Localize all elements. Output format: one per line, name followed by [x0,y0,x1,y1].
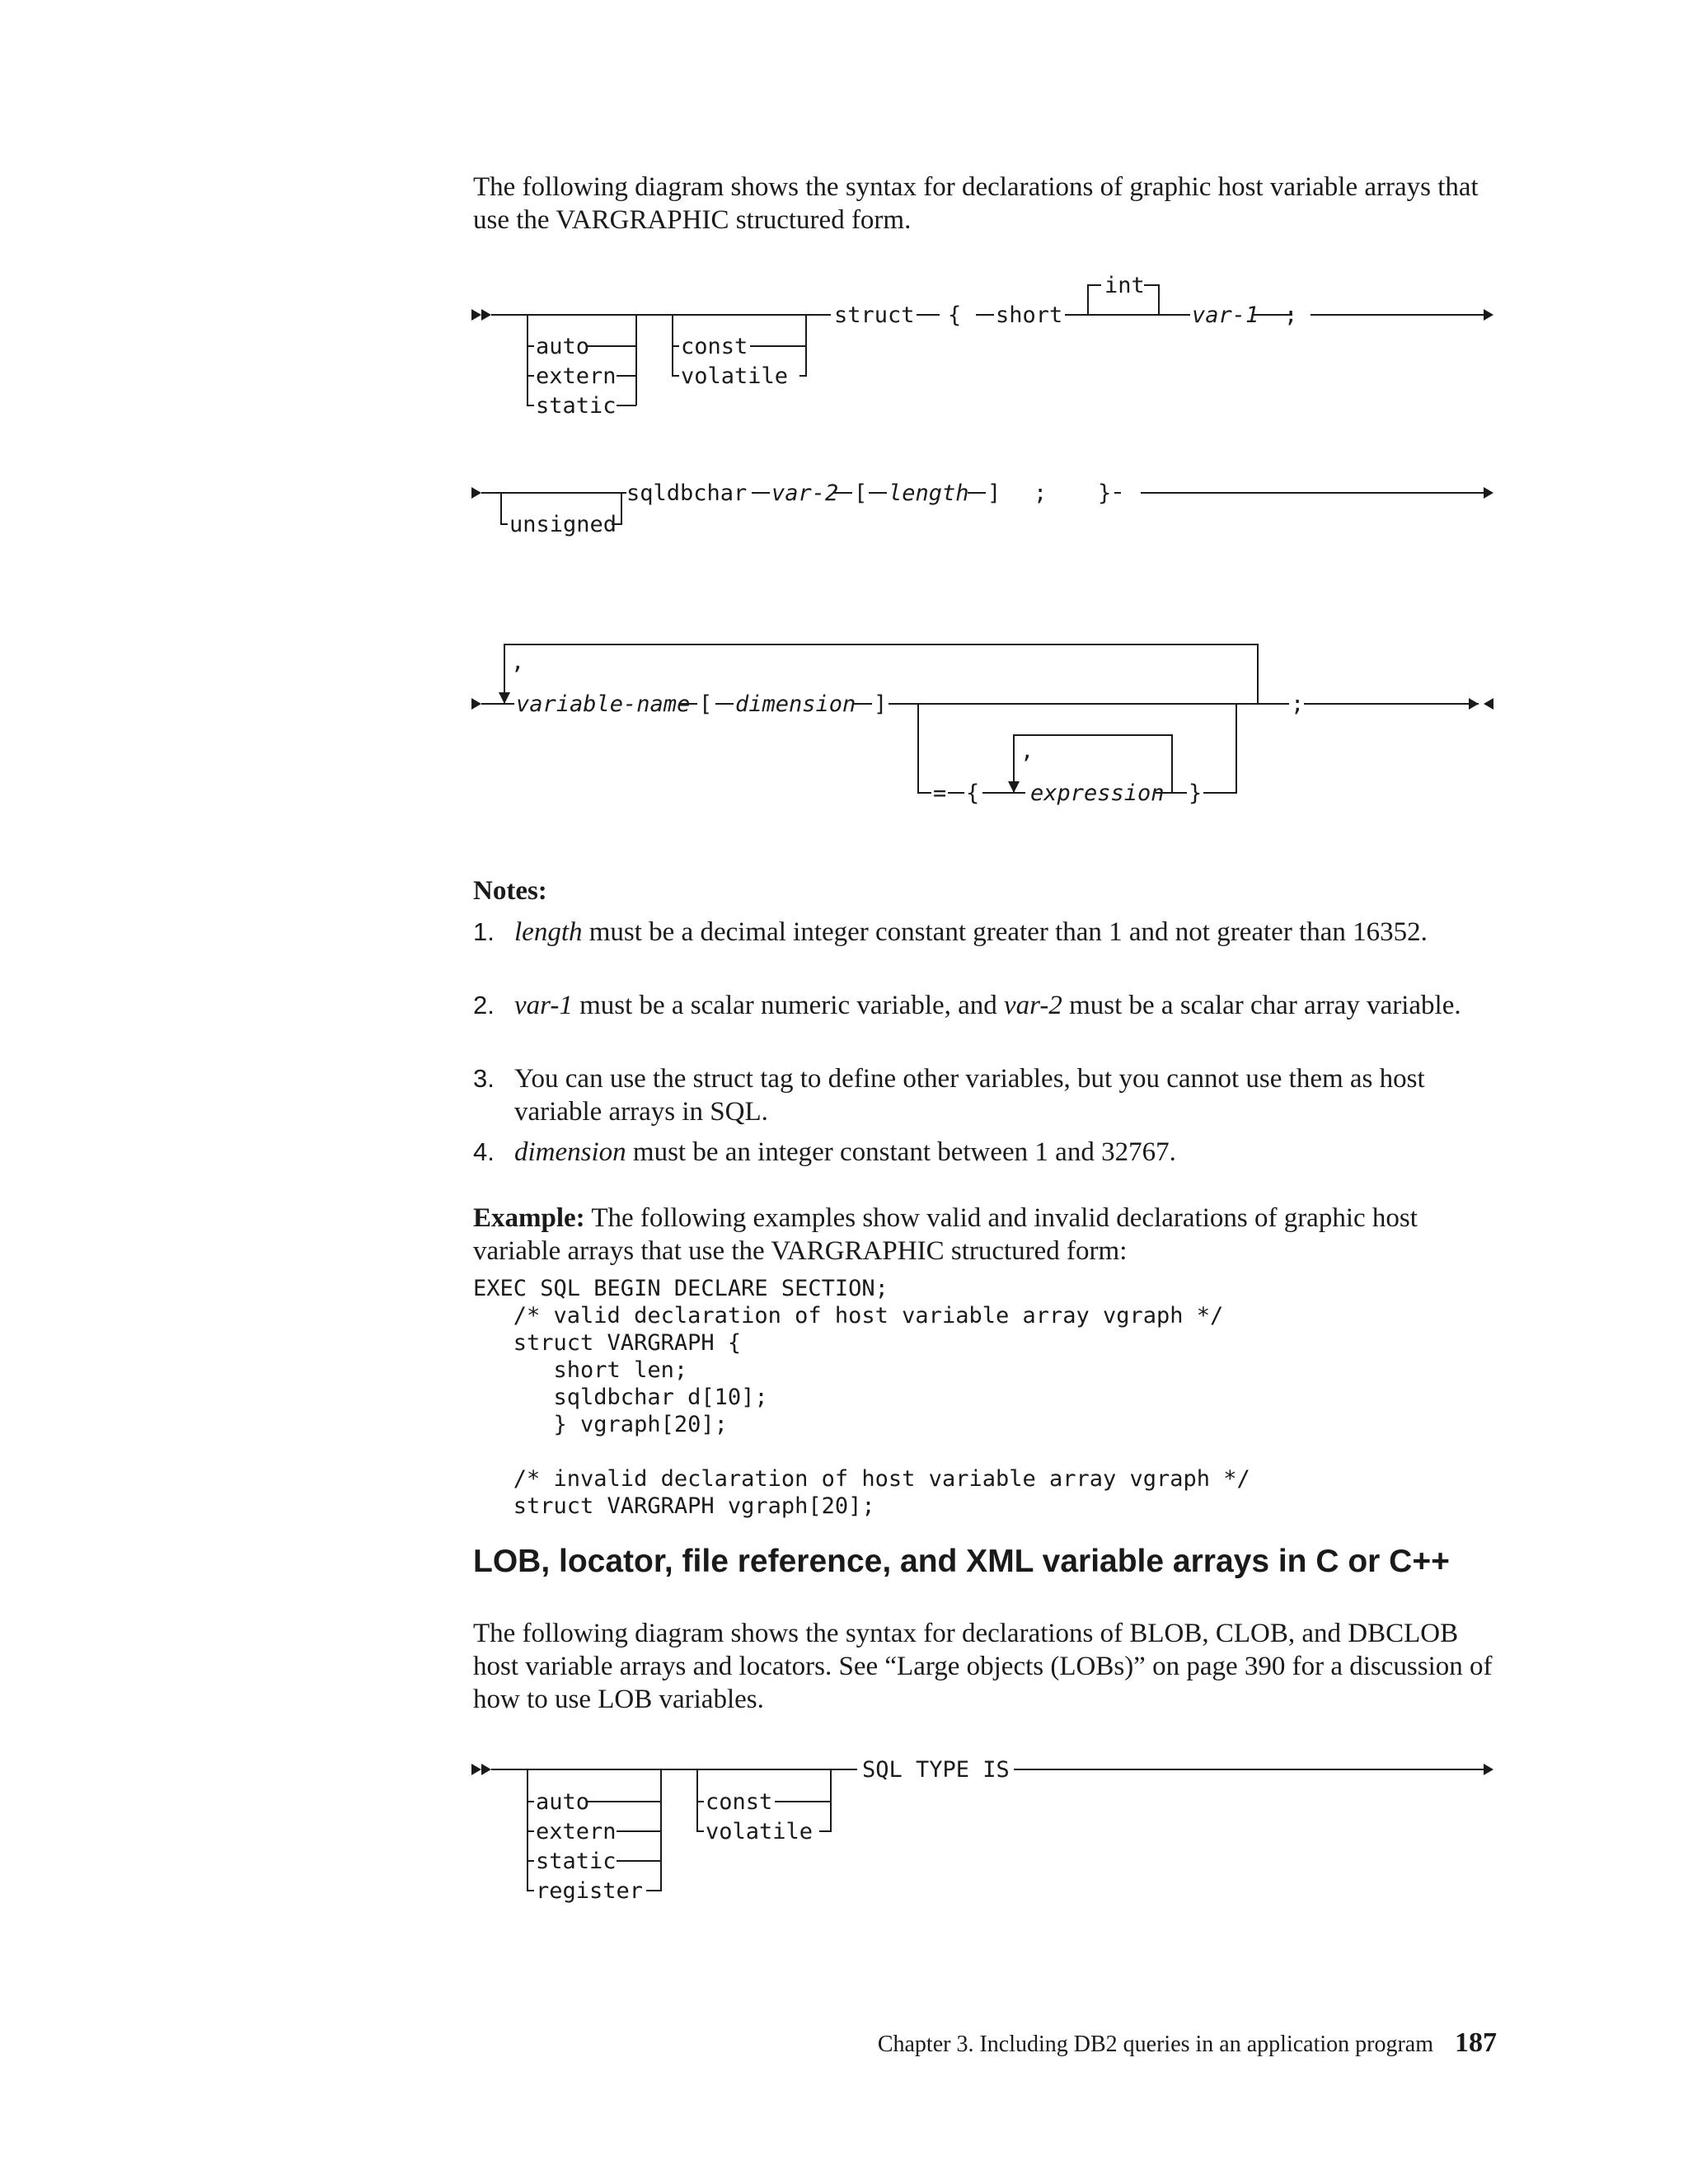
qualifier-const: const [681,334,748,359]
length-param: length [889,480,969,506]
note-4 [473,1136,1495,1169]
note-text: must be a scalar numeric variable, and [572,991,1005,1020]
example-code: EXEC SQL BEGIN DECLARE SECTION; /* valid declaration of host variable array vgraph */ struct VARGRAPH { short len; sqldbchar d[10]; } vgraph[20]; /* invalid declaration of host variable array vgraph */ struct VARGRAPH vgraph[20]; [473,1276,1250,1519]
note-number: 4. [473,1137,495,1166]
syntax-diagram-lob [462,1741,1500,1905]
initializer-open-brace: { [966,780,980,806]
notes-heading: Notes: [473,876,547,906]
note-text: must be a decimal integer constant greater than 1 and not greater than 16352. [582,917,1428,947]
example-text: The following examples show valid and invalid declarations of graphic host variable arrays that use the VARGRAPHIC structured form: [473,1203,1418,1266]
note-term: dimension [514,1137,626,1167]
keyword-short: short [996,302,1063,328]
rbracket-dimension: ] [874,691,888,717]
storage-auto: auto [536,1789,590,1815]
qualifier-const: const [706,1789,773,1815]
var-2: var-2 [771,480,839,506]
semicolon-3: ; [1291,691,1305,717]
storage-static: static [536,393,617,419]
lbracket-length: [ [854,480,868,506]
note-number: 1. [473,917,495,946]
qualifier-volatile: volatile [706,1819,814,1844]
note-term: var-2 [1004,991,1062,1020]
note-1 [473,916,1495,949]
page-number: 187 [1455,2027,1497,2058]
section-heading: LOB, locator, file reference, and XML variable arrays in C or C++ [473,1544,1450,1579]
example-label: Example: [473,1203,585,1233]
semicolon-2: ; [1034,480,1048,506]
section-paragraph: The following diagram shows the syntax for declarations of BLOB, CLOB, and DBCLOB host variable arrays and locators. See “Large objects (LOBs)” on page 390 for a discussion of how to use LOB variables. [473,1619,1493,1714]
expression-comma: , [1020,738,1034,764]
variable-name: variable-name [516,691,691,717]
example-paragraph [473,1202,1495,1268]
lbracket-dimension: [ [699,691,713,717]
expression-param: expression [1030,780,1165,806]
keyword-int: int [1104,273,1145,298]
syntax-diagram-struct [462,264,1500,560]
keyword-sql-type-is: SQL TYPE IS [862,1757,1010,1783]
dimension-param: dimension [735,691,856,717]
note-term: var-1 [514,991,573,1020]
storage-extern: extern [536,1819,617,1844]
note-3 [473,1062,1495,1128]
intro-paragraph: The following diagram shows the syntax for declarations of graphic host variable arrays that use the VARGRAPHIC structured form. [473,172,1479,235]
close-brace: } [1098,480,1112,506]
storage-register: register [536,1878,644,1904]
chapter-title: Chapter 3. Including DB2 queries in an application program [877,2032,1433,2057]
keyword-struct: struct [834,302,915,328]
equals-sign: = [933,780,947,806]
repeat-comma: , [511,649,525,675]
storage-static: static [536,1849,617,1874]
keyword-sqldbchar: sqldbchar [626,480,748,506]
qualifier-volatile: volatile [681,363,789,389]
storage-auto: auto [536,334,590,359]
open-brace: { [948,302,962,328]
note-term: length [514,917,583,947]
page-footer [878,2027,1497,2059]
var-1-label: var-1 [1192,302,1259,328]
rbracket-length: ] [987,480,1001,506]
initializer-close-brace: } [1189,780,1203,806]
keyword-unsigned: unsigned [509,512,617,537]
note-number: 3. [473,1064,495,1093]
note-2 [473,989,1495,1022]
note-number: 2. [473,991,495,1019]
note-text: must be a scalar char array variable. [1062,991,1461,1020]
storage-extern: extern [536,363,617,389]
note-text: must be an integer constant between 1 and 32767. [626,1137,1176,1167]
syntax-diagram-array [462,635,1500,824]
note-text: You can use the struct tag to define other variables, but you cannot use them as host variable arrays in SQL. [514,1064,1425,1127]
semicolon-1: ; [1284,302,1298,328]
